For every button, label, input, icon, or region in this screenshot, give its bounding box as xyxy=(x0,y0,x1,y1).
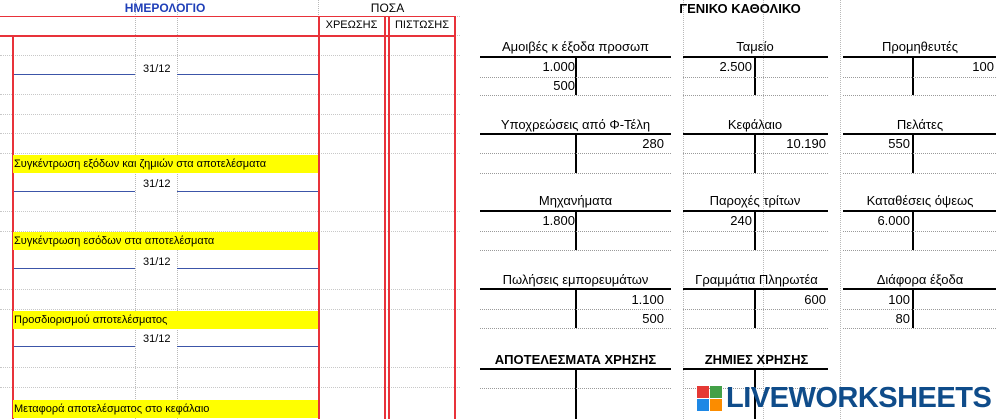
credit-value: 280 xyxy=(642,136,664,151)
credit-value: 1.100 xyxy=(631,292,664,307)
journal-title: ΗΜΕΡΟΛΟΓΙΟ xyxy=(124,1,206,15)
credit-value: 600 xyxy=(804,292,826,307)
account-name: Μηχανήματα xyxy=(538,193,613,208)
watermark-text: LIVEWORKSHEETS xyxy=(726,382,992,414)
entry-label[interactable]: Συγκέντρωση εσόδων στα αποτελέσματα xyxy=(13,232,318,250)
entry-date: 31/12 xyxy=(143,333,171,345)
account-name: Καταθέσεις όψεως xyxy=(866,193,974,208)
debit-value: 100 xyxy=(888,292,910,307)
debit-value: 240 xyxy=(730,213,752,228)
debit-value: 6.000 xyxy=(877,213,910,228)
account-name: ΑΠΟΤΕΛΕΣΜΑΤΑ ΧΡΗΣΗΣ xyxy=(494,352,657,367)
amounts-header: ΠΟΣΑ xyxy=(370,1,405,15)
credit-header: ΠΙΣΤΩΣΗΣ xyxy=(394,19,450,31)
account-name: Κεφάλαιο xyxy=(727,117,783,132)
account-name: Διάφορα έξοδα xyxy=(876,272,964,287)
debit-header: ΧΡΕΩΣΗΣ xyxy=(325,19,378,31)
debit-value: 550 xyxy=(888,136,910,151)
account-name: Προμηθευτές xyxy=(881,39,959,54)
account-name: ΖΗΜΙΕΣ ΧΡΗΣΗΣ xyxy=(704,352,809,367)
debit-value: 80 xyxy=(895,311,910,326)
account-name: Υποχρεώσεις από Φ-Τέλη xyxy=(500,117,651,132)
entry-label[interactable]: Προσδιορισμού αποτελέσματος xyxy=(13,311,318,329)
account-name: Πωλήσεις εμπορευμάτων xyxy=(502,272,649,287)
account-name: Αμοιβές κ έξοδα προσωπ xyxy=(502,39,649,54)
ledger-title: ΓΕΝΙΚΟ ΚΑΘΟΛΙΚΟ xyxy=(679,1,801,16)
entry-date: 31/12 xyxy=(143,178,171,190)
credit-value: 500 xyxy=(642,311,664,326)
debit-value: 1.800 xyxy=(542,213,575,228)
logo-badge-icon xyxy=(697,386,722,411)
entry-label[interactable]: Μεταφορά αποτελέσματος στο κεφάλαιο xyxy=(13,400,318,418)
credit-value: 10.190 xyxy=(786,136,826,151)
entry-label[interactable]: Συγκέντρωση εξόδων και ζημιών στα αποτελέσματα xyxy=(13,155,318,173)
account-name: Παροχές τρίτων xyxy=(709,193,801,208)
credit-value: 100 xyxy=(972,59,994,74)
liveworksheets-logo xyxy=(697,383,991,413)
account-name: Πελάτες xyxy=(896,117,944,132)
account-name: Γραμμάτια Πληρωτέα xyxy=(695,272,818,287)
debit-value: 1.000 xyxy=(542,59,575,74)
account-name: Ταμείο xyxy=(736,39,774,54)
debit-value: 2.500 xyxy=(719,59,752,74)
debit-value: 500 xyxy=(553,78,575,93)
entry-date: 31/12 xyxy=(143,256,171,268)
entry-date: 31/12 xyxy=(143,63,171,75)
